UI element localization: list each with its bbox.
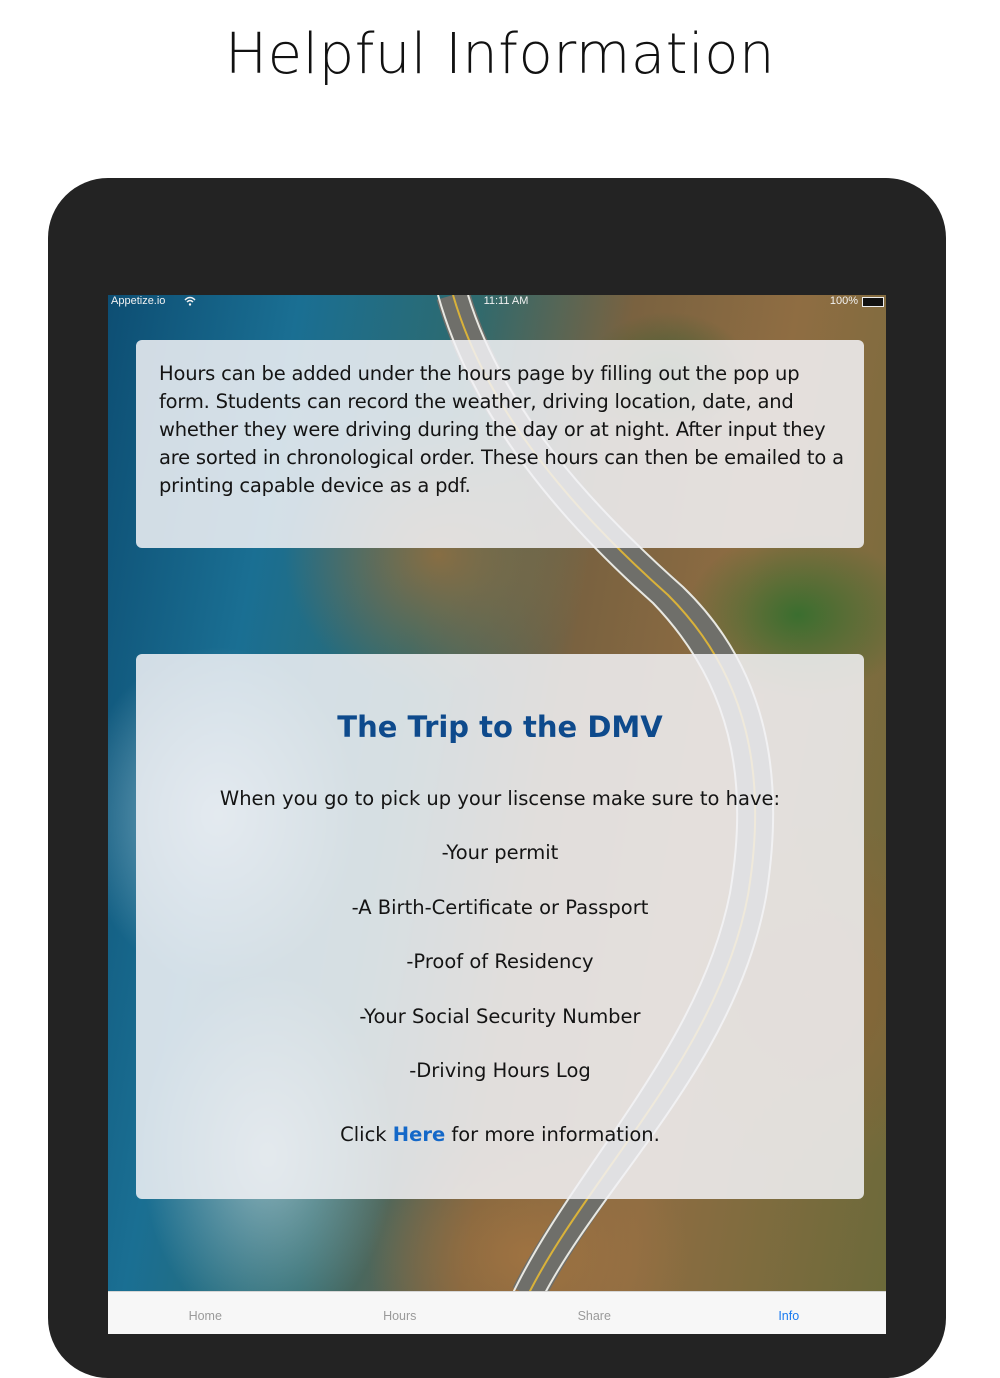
here-link[interactable]: Here	[392, 1123, 446, 1146]
wifi-icon	[184, 296, 196, 306]
tab-hours[interactable]: Hours	[383, 1309, 417, 1323]
tab-info[interactable]: Info	[778, 1309, 800, 1323]
tab-bar	[108, 1291, 886, 1334]
battery-icon	[862, 297, 884, 307]
battery-percent: 100%	[829, 295, 858, 307]
app-screen	[108, 295, 886, 1334]
more-info-line	[136, 1123, 864, 1146]
requirement-item: -Your Social Security Number	[359, 1004, 641, 1028]
carrier-label: Appetize.io	[111, 295, 166, 307]
requirement-item: -A Birth-Certificate or Passport	[351, 895, 649, 919]
promo-headline: Helpful Information	[225, 22, 775, 87]
more-info-suffix: for more information.	[445, 1123, 660, 1146]
hours-info-card	[136, 340, 864, 548]
requirements-list	[136, 840, 864, 1113]
requirement-item: -Proof of Residency	[406, 950, 594, 974]
dmv-title: The Trip to the DMV	[337, 710, 663, 744]
dmv-info-card	[136, 654, 864, 1199]
status-bar	[108, 295, 886, 309]
hours-info-text: Hours can be added under the hours page by filling out the pop up form. Students can record the weather, driving location, date, and whether they were driving during the day or at night. After input they are sorted in chronological order. These hours can then be emailed to a printing capable device as a pdf.	[159, 362, 844, 497]
status-time: 11:11 AM	[483, 295, 529, 307]
tab-share[interactable]: Share	[577, 1309, 611, 1323]
requirement-item: -Driving Hours Log	[409, 1059, 591, 1083]
dmv-intro: When you go to pick up your liscense make sure to have:	[219, 787, 781, 810]
tab-home[interactable]: Home	[188, 1309, 222, 1323]
more-info-prefix: Click	[340, 1123, 393, 1146]
requirement-item: -Your permit	[441, 841, 559, 864]
